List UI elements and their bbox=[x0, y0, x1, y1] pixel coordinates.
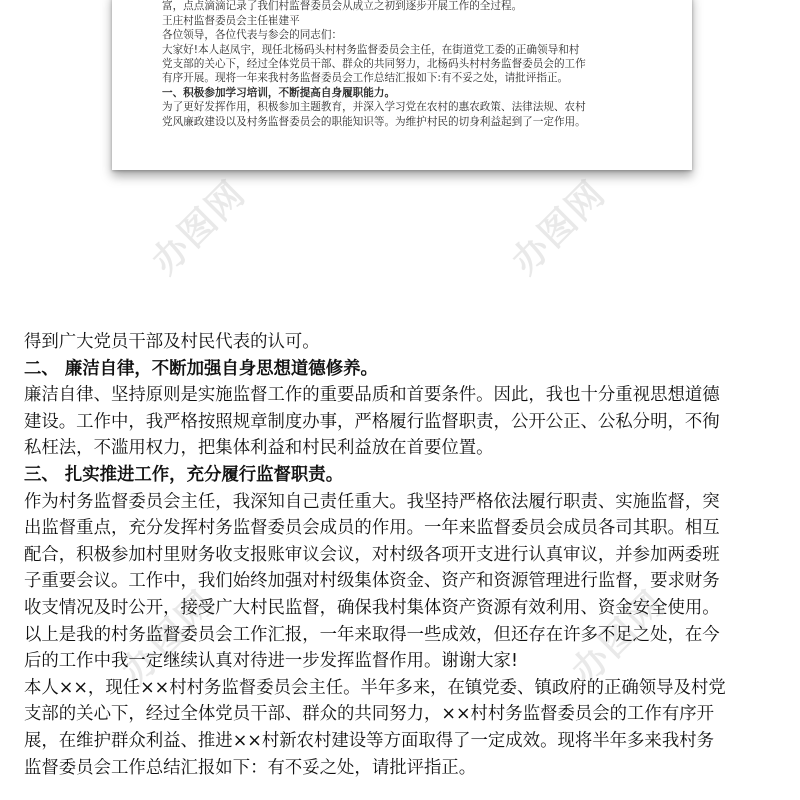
section-heading: 二、 廉洁自律，不断加强自身思想道德修养。 bbox=[24, 358, 378, 379]
body-line: 配合，积极参加村里财务收支报账审议会议，对村级各项开支进行认真审议，并参加两委班 bbox=[24, 544, 720, 565]
body-line: 私枉法，不滥用权力，把集体利益和村民利益放在首要位置。 bbox=[24, 438, 494, 459]
document-body bbox=[24, 329, 784, 781]
watermark: 办图网 bbox=[564, 582, 674, 693]
document-preview-card bbox=[112, 0, 692, 170]
body-line: 作为村务监督委员会主任，我深知自己责任重大。我坚持严格依法履行职责、实施监督，突 bbox=[24, 491, 720, 512]
body-line: 子重要会议。工作中，我们始终加强对村级集体资金、资产和资源管理进行监督，要求财务 bbox=[24, 571, 720, 592]
body-line: 廉洁自律、坚持原则是实施监督工作的重要品质和首要条件。因此，我也十分重视思想道德 bbox=[24, 385, 720, 406]
doc-line: 大家好!本人赵凤宇，现任北杨码头村村务监督委员会主任，在街道党工委的正确领导和村 bbox=[162, 43, 580, 56]
doc-heading: 一、积极参加学习培训，不断提高自身履职能力。 bbox=[162, 86, 396, 99]
body-line: 支部的关心下，经过全体党员干部、群众的共同努力，××村村务监督委员会的工作有序开 bbox=[24, 704, 714, 725]
body-line: 展，在维护群众利益、推进××村新农村建设等方面取得了一定成效。现将半年多来我村务 bbox=[24, 730, 714, 751]
doc-line: 为了更好发挥作用，积极参加主题教育，并深入学习党在农村的惠农政策、法律法规、农村 bbox=[162, 101, 586, 114]
body-line: 以上是我的村务监督委员会工作汇报，一年来取得一些成效，但还存在许多不足之处，在今 bbox=[24, 624, 720, 645]
doc-line: 富，点点滴滴记录了我们村监督委员会从成立之初到逐步开展工作的全过程。 bbox=[162, 0, 523, 13]
body-line: 监督委员会工作总结汇报如下：有不妥之处，请批评指正。 bbox=[24, 757, 477, 778]
body-line: 本人××，现任××村村务监督委员会主任。半年多来，在镇党委、镇政府的正确领导及村党 bbox=[24, 677, 726, 698]
doc-line: 党风廉政建设以及村务监督委员会的职能知识等。为维护村民的切身利益起到了一定作用。 bbox=[162, 115, 586, 128]
body-line: 得到广大党员干部及村民代表的认可。 bbox=[24, 332, 320, 352]
body-line: 建设。工作中，我严格按照规章制度办事，严格履行监督职责，公开公正、公私分明，不徇 bbox=[24, 411, 720, 432]
body-line: 后的工作中我一定继续认真对待进一步发挥监督作用。谢谢大家! bbox=[24, 651, 518, 672]
body-line: 出监督重点，充分发挥村务监督委员会成员的作用。一年来监督委员会成员各司其职。相互 bbox=[24, 518, 720, 539]
preview-area bbox=[0, 0, 800, 300]
doc-line: 王庄村监督委员会主任崔建平 bbox=[162, 14, 300, 27]
section-heading: 三、 扎实推进工作，充分履行监督职责。 bbox=[24, 464, 344, 485]
body-line: 收支情况及时公开，接受广大村民监督，确保我村集体资产资源有效利用、资金安全使用。 bbox=[24, 597, 720, 618]
doc-line: 党支部的关心下，经过全体党员干部、群众的共同努力，北杨码头村村务监督委员会的工作 bbox=[162, 58, 586, 71]
watermark: 办图网 bbox=[114, 582, 224, 693]
doc-line: 各位领导，各位代表与参会的同志们： bbox=[162, 29, 343, 42]
doc-line: 有序开展。现将一年来我村务监督委员会工作总结汇报如下:有不妥之处，请批评指正。 bbox=[162, 72, 569, 85]
